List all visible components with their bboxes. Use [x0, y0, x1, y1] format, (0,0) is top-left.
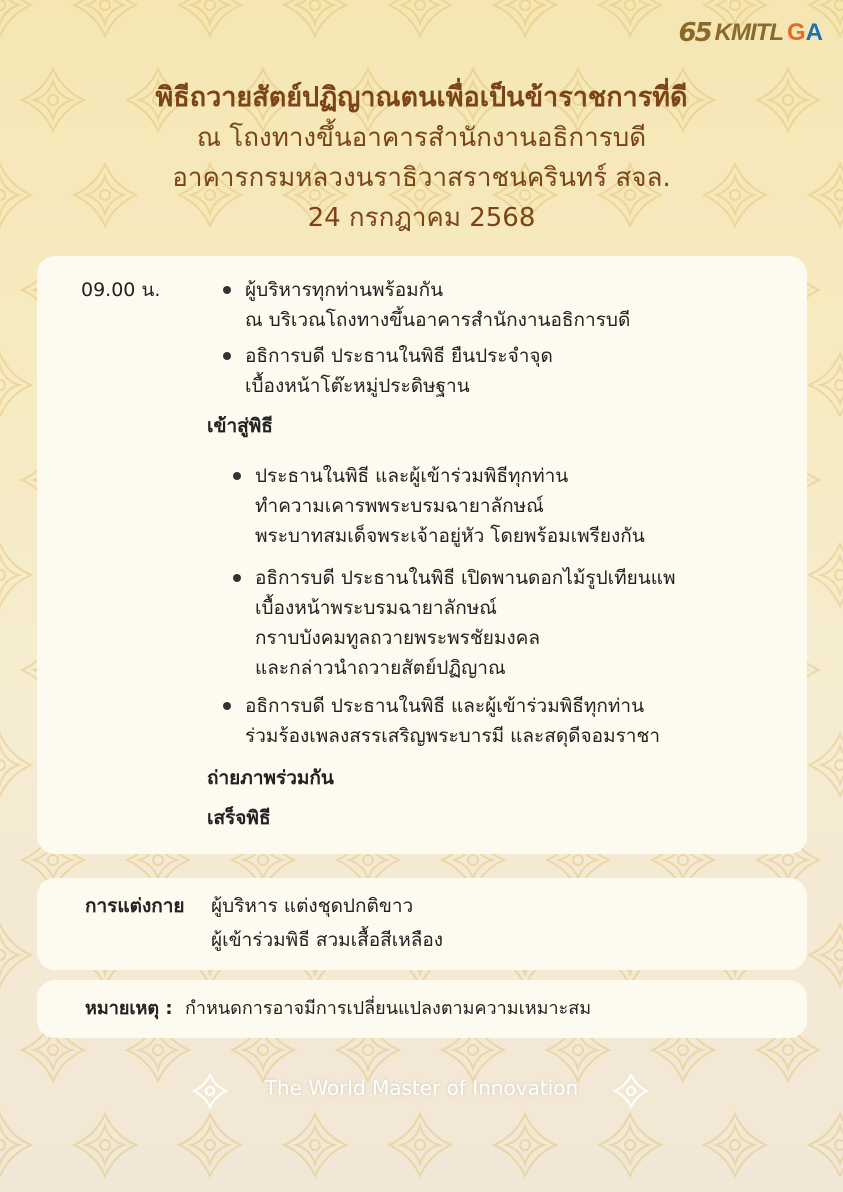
thai-flower-motif-icon	[0, 730, 35, 800]
thai-flower-motif-icon	[805, 920, 843, 990]
sub-2-line-1: อธิการบดี ประธานในพิธี เปิดพานดอกไม้รูปเทียนแพ	[255, 567, 676, 589]
thai-flower-motif-icon	[805, 730, 843, 800]
item-2-line-2: เบื้องหน้าโต๊ะหมู่ประดิษฐาน	[245, 375, 470, 397]
thai-flower-motif-icon	[280, 0, 350, 40]
dress-code-line-1: ผู้บริหาร แต่งชุดปกติขาว	[211, 895, 414, 917]
note-label: หมายเหตุ :	[85, 998, 173, 1019]
item-1-line-2: ณ บริเวณโถงทางขึ้นอาคารสำนักงานอธิการบดี	[245, 309, 631, 331]
thai-flower-motif-icon	[490, 0, 560, 40]
thai-flower-motif-icon	[280, 1110, 350, 1180]
photo-heading: ถ่ายภาพร่วมกัน	[207, 767, 334, 789]
thai-flower-motif-icon	[175, 1110, 245, 1180]
footer-slogan: The World Master of Innovation	[264, 1076, 579, 1100]
sub-1-line-2: ทำความเคารพพระบรมฉายาลักษณ์	[255, 495, 544, 517]
enter-ceremony-heading: เข้าสู่พิธี	[207, 415, 273, 437]
kmitl-ga-logo	[678, 18, 823, 48]
thai-flower-motif-icon	[595, 0, 665, 40]
dress-code-label: การแต่งกาย	[85, 895, 185, 917]
sub-2-line-2: เบื้องหน้าพระบรมฉายาลักษณ์	[255, 597, 497, 619]
bullet-dot	[233, 574, 241, 582]
dress-code-line-2: ผู้เข้าร่วมพิธี สวมเสื้อสีเหลือง	[211, 929, 444, 951]
thai-flower-motif-icon	[175, 0, 245, 40]
sub-1-line-3: พระบาทสมเด็จพระเจ้าอยู่หัว โดยพร้อมเพรียงกัน	[255, 525, 645, 547]
note-card	[37, 980, 807, 1038]
thai-flower-motif-icon	[490, 1110, 560, 1180]
thai-flower-motif-icon	[595, 1110, 665, 1180]
title-line-2: ณ โถงทางขึ้นอาคารสำนักงานอธิการบดี	[196, 123, 647, 153]
item-3-line-2: ร่วมร้องเพลงสรรเสริญพระบารมี และสดุดีจอมราชา	[245, 725, 661, 747]
thai-flower-motif-icon	[805, 540, 843, 610]
title-line-3: อาคารกรมหลวงนราธิวาสราชนครินทร์ สจล.	[172, 163, 671, 193]
logo-65: 65	[678, 18, 711, 48]
sub-1-line-1: ประธานในพิธี และผู้เข้าร่วมพิธีทุกท่าน	[255, 465, 569, 487]
thai-flower-motif-icon	[385, 1110, 455, 1180]
thai-flower-motif-icon	[0, 1110, 35, 1180]
thai-flower-motif-icon	[0, 920, 35, 990]
thai-flower-motif-icon	[700, 1110, 770, 1180]
thai-flower-motif-icon	[70, 1110, 140, 1180]
title-line-1: พิธีถวายสัตย์ปฏิญาณตนเพื่อเป็นข้าราชการที่ดี	[155, 82, 688, 113]
end-ceremony-heading: เสร็จพิธี	[207, 807, 271, 829]
schedule-card	[37, 256, 807, 854]
thai-flower-motif-icon	[70, 0, 140, 40]
bullet-dot	[223, 286, 231, 294]
thai-flower-motif-icon	[0, 0, 35, 40]
bullet-dot	[233, 472, 241, 480]
thai-flower-motif-icon	[805, 350, 843, 420]
flower-ornament-icon	[613, 1073, 649, 1109]
dress-code-card	[37, 878, 807, 970]
thai-flower-motif-icon	[385, 0, 455, 40]
note-text: กำหนดการอาจมีการเปลี่ยนแปลงตามความเหมาะสม	[185, 998, 592, 1019]
logo-kmitl: KMITL	[714, 19, 783, 46]
bullet-dot	[223, 702, 231, 710]
thai-flower-motif-icon	[0, 540, 35, 610]
bullet-dot	[223, 352, 231, 360]
item-2-line-1: อธิการบดี ประธานในพิธี ยืนประจำจุด	[245, 345, 553, 367]
item-3-line-1: อธิการบดี ประธานในพิธี และผู้เข้าร่วมพิธีทุกท่าน	[245, 695, 645, 717]
sub-2-line-4: และกล่าวนำถวายสัตย์ปฏิญาณ	[255, 657, 506, 679]
thai-flower-motif-icon	[805, 1110, 843, 1180]
page-title	[0, 78, 843, 238]
item-1-line-1: ผู้บริหารทุกท่านพร้อมกัน	[245, 279, 444, 301]
thai-flower-motif-icon	[0, 350, 35, 420]
title-line-4: 24 กรกฎาคม 2568	[307, 203, 536, 233]
sub-2-line-3: กราบบังคมทูลถวายพระพรชัยมงคล	[255, 627, 540, 649]
logo-ga: GA	[786, 19, 823, 46]
schedule-time: 09.00 น.	[81, 279, 161, 301]
